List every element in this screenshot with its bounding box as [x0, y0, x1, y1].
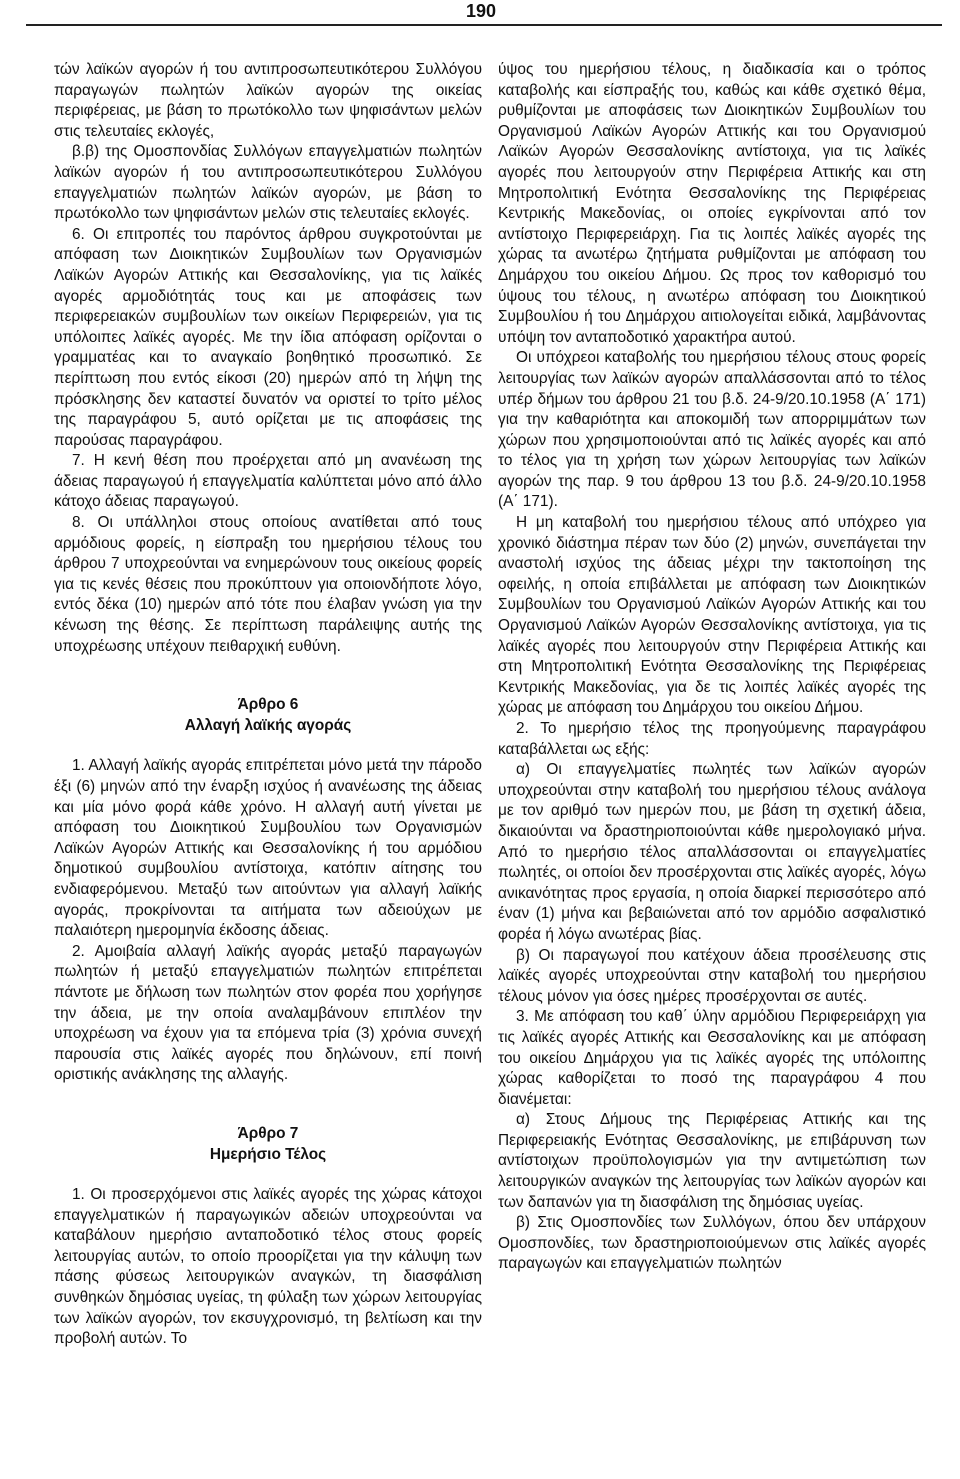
header-rule: [26, 24, 942, 26]
article-6-title: Αλλαγή λαϊκής αγοράς: [184, 716, 352, 734]
paragraph: α) Στους Δήμους της Περιφέρειας Αττικής και της Περιφερειακής Ενότητας Θεσσαλονίκης, με επιβάρυνση των αντίστοιχων προϋπολογισμών για την αντιμετώπιση των λειτουργικών αναγκών της λειτουργίας των λαϊκών αγορών και των δαπανών για τη διασφάλιση της δημόσιας υγείας.: [498, 1111, 926, 1211]
paragraph: 3. Με απόφαση του καθ΄ ύλην αρμόδιου Περιφερειάρχη για τις λαϊκές αγορές Αττικής και Θεσσαλονίκης και με απόφαση του οικείου Δημάρχου για τις λαϊκές αγορές της υπόλοιπης χώρας καθορίζεται το ποσό της παραγράφου 4 που διανέμεται:: [498, 1008, 926, 1108]
right-column: [498, 60, 926, 1275]
paragraph: τών λαϊκών αγορών ή του αντιπροσωπευτικότερου Συλλόγου παραγωγών πωλητών λαϊκών αγορών της οικείας περιφέρειας, με βάση το πρωτόκολλο των ψηφισάντων μελών στις τελευταίες εκλογές,: [54, 61, 482, 140]
paragraph: β) Στις Ομοσπονδίες των Συλλόγων, όπου δεν υπάρχουν Ομοσπονδίες, των δραστηριοποιούμενων στις λαϊκές αγορές παραγωγών και επαγγελματιών πωλητών: [498, 1214, 926, 1273]
article-6-heading: Άρθρο 6: [237, 696, 299, 714]
paragraph: 8. Οι υπάλληλοι στους οποίους ανατίθεται από τους αρμόδιους φορείς, η είσπραξη του ημερήσιου τέλους του άρθρου 7 υποχρεούνται να ενημερώνουν τους οικείους φορείς για τις κενές θέσεις που προκύπτουν για οποιονδήποτε λόγο, εντός δέκα (10) ημερών από τότε που έλαβαν γνώση για την κένωση της θέσης. Σε περίπτωση παράλειψης αυτής της υποχρέωσης υπέχουν πειθαρχική ευθύνη.: [54, 514, 482, 655]
paragraph: 2. Αμοιβαία αλλαγή λαϊκής αγοράς μεταξύ παραγωγών πωλητών ή μεταξύ επαγγελματιών πωλητών επιτρέπεται πάντοτε με δήλωση των πωλητών στον φορέα που χορήγησε την άδεια, με την οποία αναλαμβάνουν επιπλέον την υποχρέωση να έχουν για τα επόμενα τρία (3) χρόνια συνεχή παρουσία στις λαϊκές αγορές που δηλώνουν, επί ποινή οριστικής ανάκλησης της αλλαγής.: [54, 942, 482, 1084]
article-7-title: Ημερήσιο Τέλος: [209, 1145, 327, 1163]
paragraph: β.β) της Ομοσπονδίας Συλλόγων επαγγελματιών πωλητών λαϊκών αγορών ή του αντιπροσωπευτικότερου Συλλόγου επαγγελματιών πωλητών λαϊκών αγορών, με βάση το πρωτόκολλο των ψηφισάντων μελών στις τελευταίες εκλογές.: [54, 143, 482, 223]
paragraph: 6. Οι επιτροπές του παρόντος άρθρου συγκροτούνται με απόφαση των Διοικητικών Συμβουλίων των Οργανισμών Λαϊκών Αγορών Αττικής και Θεσσαλονίκης, για τις λαϊκές αγορές αρμοδιότητάς τους και με αποφάσεις των περιφερειακών συμβουλίων των οικείων Περιφερειών, για τις υπόλοιπες λαϊκές αγορές. Με την ίδια απόφαση ορίζονται ο γραμματέας και το αναγκαίο βοηθητικό προσωπικό. Σε περίπτωση που εντός είκοσι (20) ημερών από τη λήψη της πρόσκλησης δεν καταστεί δυνατόν να οριστεί το τρίτο μέλος της παραγράφου 5, αυτό ορίζεται με τις αποφάσεις της παρούσας παραγράφου.: [54, 225, 482, 449]
left-column: [54, 60, 482, 1350]
paragraph: 1. Οι προσερχόμενοι στις λαϊκές αγορές της χώρας κάτοχοι επαγγελματικών ή παραγωγικών αδειών υποχρεούνται να καταβάλουν ημερήσιο ανταποδοτικό τέλος στους φορείς λειτουργίας αυτών, το οποίο προορίζεται για την κάλυψη των πάσης φύσεως λειτουργικών αναγκών, τη διασφάλιση συνθηκών δημόσιας υγείας, τη φύλαξη των χώρων λειτουργίας των λαϊκών αγορών, τον εκσυγχρονισμό, τη βελτίωση και την προβολή αυτών. Το: [54, 1186, 482, 1348]
paragraph: α) Οι επαγγελματίες πωλητές των λαϊκών αγορών υποχρεούνται στην καταβολή του ημερήσιου τέλους ανάλογα με τον αριθμό των ημερών που, με βάση τη σχετική άδεια, δικαιούνται να δραστηριοποιούνται κάθε ημερολογιακό μήνα. Από το ημερήσιο τέλος απαλλάσσονται οι επαγγελματίες πωλητές, οι οποίοι δεν προσέρχονται στις λαϊκές αγορές, λόγω ανικανότητας προς εργασία, η οποία διαρκεί περισσότερο από έναν (1) μήνα και βεβαιώνεται από τον αρμόδιο ασφαλιστικό φορέα ή λόγω ανωτέρας βίας.: [498, 761, 926, 943]
paragraph: ύψος του ημερήσιου τέλους, η διαδικασία και ο τρόπος καταβολής και είσπραξής του, καθώς και κάθε σχετικό θέμα, ρυθμίζονται με αποφάσεις των Διοικητικών Συμβουλίων του Οργανισμού Λαϊκών Αγορών Αττικής και του Οργανισμού Λαϊκών Αγορών Θεσσαλονίκης αντίστοιχα, για τις λαϊκές αγορές που λειτουργούν στην Περιφέρεια Αττικής και στη Μητροπολιτική Ενότητα Θεσσαλονίκης της Περιφέρειας Κεντρικής Μακεδονίας, οι οποίες εγκρίνονται από τον αντίστοιχο Περιφερειάρχη. Για τις λοιπές λαϊκές αγορές της χώρας τα ανωτέρω ζητήματα ρυθμίζονται με απόφαση του Δημάρχου του οικείου Δήμου. Ως προς τον καθορισμό του ύψους του τέλους, η ανωτέρω απόφαση του Διοικητικού Συμβουλίου ή του Δημάρχου αιτιολογείται ειδικά, λαμβάνοντας υπόψη τον ανταποδοτικό χαρακτήρα αυτού.: [498, 61, 926, 346]
page-number: 190: [465, 1, 496, 21]
paragraph: β) Οι παραγωγοί που κατέχουν άδεια προσέλευσης στις λαϊκές αγορές υποχρεούνται στην καταβολή του ημερήσιου τέλους μόνον για όσες ημέρες προσέρχονται σε αυτές.: [498, 946, 926, 1005]
paragraph: Η μη καταβολή του ημερήσιου τέλους από υπόχρεο για χρονικό διάστημα πέραν των δύο (2) μηνών, συνεπάγεται την αναστολή ισχύος της άδειας μέχρι την τακτοποίηση της οφειλής, η οποία επιβάλλεται με απόφαση των Διοικητικών Συμβουλίων του Οργανισμού Λαϊκών Αγορών Αττικής και του Οργανισμού Λαϊκών Αγορών Θεσσαλονίκης αντίστοιχα, για τις λαϊκές αγορές που λειτουργούν στην Περιφέρεια Αττικής και στη Μητροπολιτική Ενότητα Θεσσαλονίκης της Περιφέρειας Κεντρικής Μακεδονίας, για δε τις λοιπές λαϊκές αγορές της χώρας με απόφαση του Δημάρχου του οικείου Δήμου.: [498, 514, 926, 717]
paragraph: 2. Το ημερήσιο τέλος της προηγούμενης παραγράφου καταβάλλεται ως εξής:: [498, 720, 926, 758]
paragraph: 7. Η κενή θέση που προέρχεται από μη ανανέωση της άδειας παραγωγού ή επαγγελματία καλύπτεται μόνο από άλλο κάτοχο άδειας παραγωγού.: [54, 452, 482, 511]
paragraph: Οι υπόχρεοι καταβολής του ημερήσιου τέλους στους φορείς λειτουργίας των λαϊκών αγορών απαλλάσσονται από το τέλος υπέρ δήμων του άρθρου 21 του β.δ. 24-9/20.10.1958 (Α΄ 171) για την καθαριότητα και αποκομιδή των απορριμμάτων των χώρων που χρησιμοποιούνται από τις λαϊκές αγορές και από το τέλος για τη χρήση των χώρων λειτουργίας των λαϊκών αγορών της παρ. 9 του άρθρου 13 του β.δ. 24-9/20.10.1958 (Α΄ 171).: [498, 349, 926, 511]
article-7-heading: Άρθρο 7: [237, 1124, 299, 1142]
paragraph: 1. Αλλαγή λαϊκής αγοράς επιτρέπεται μόνο μετά την πάροδο έξι (6) μηνών από την έναρξη ισχύος ή ανανέωσης της άδειας και μία μόνο φορά κάθε χρόνο. Η αλλαγή αυτή γίνεται με απόφαση του Διοικητικού Συμβουλίου των Οργανισμών Λαϊκών Αγορών Αττικής και Θεσσαλονίκης ή του αρμόδιου δημοτικού συμβουλίου αντίστοιχα, κατόπιν αίτησης του ενδιαφερόμενου. Μεταξύ των αιτούντων για αλλαγή λαϊκής αγοράς, προκρίνονται τα αιτήματα των αδειούχων με παλαιότερη ημερομηνία έκδοσης άδειας.: [54, 757, 482, 940]
